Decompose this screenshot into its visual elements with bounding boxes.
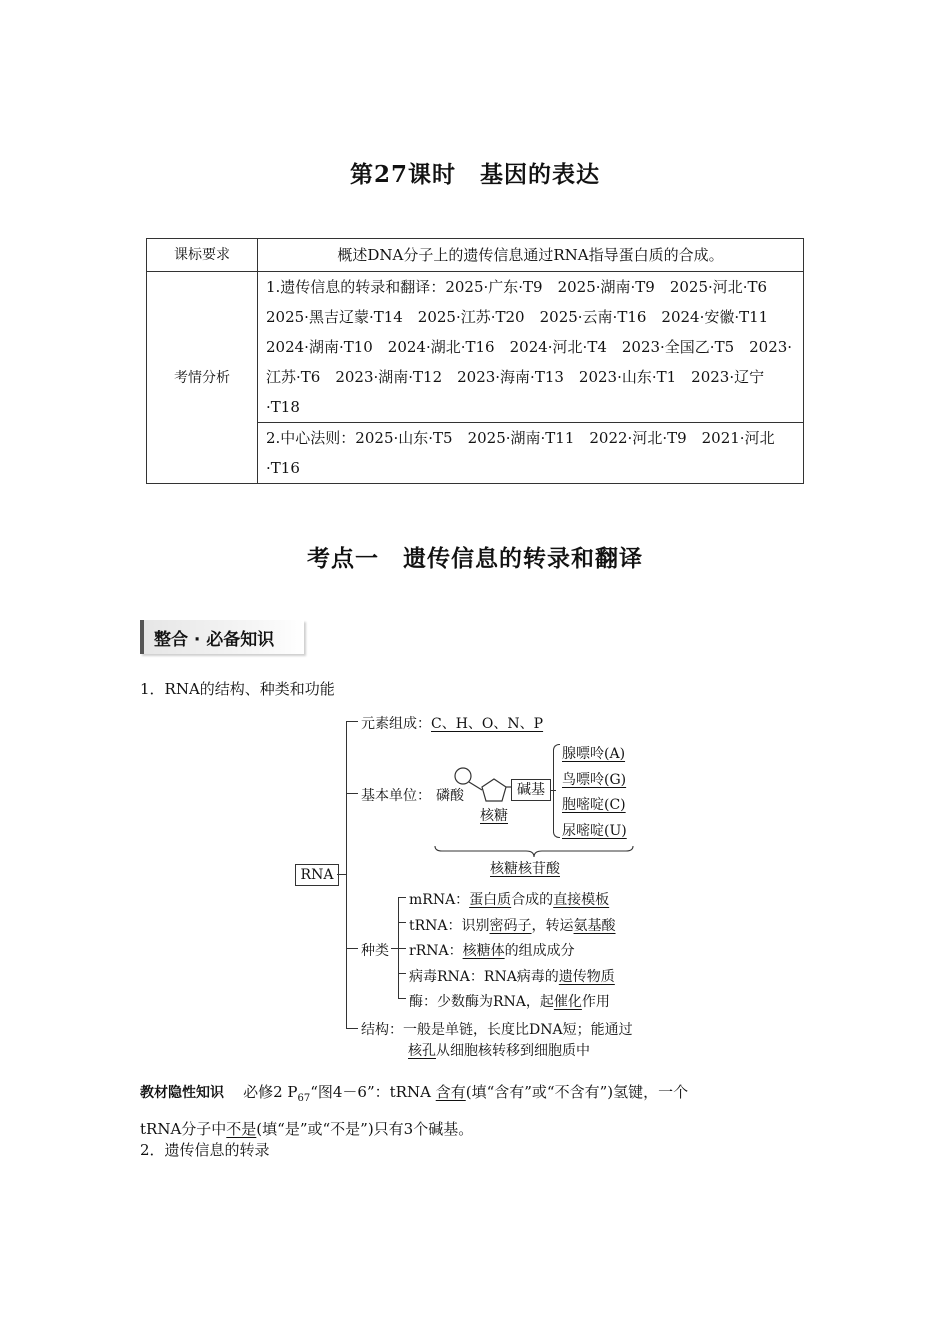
requirements-value: 概述DNA分子上的遗传信息通过RNA指导蛋白质的合成。 [258,239,804,272]
section-title: 考点一 遗传信息的转录和翻译 [307,545,643,572]
answer-blank-1: 含有 [435,1083,466,1101]
connector-line [346,1028,358,1029]
analysis-value-transcription: 1.遗传信息的转录和翻译：2025·广东·T9 2025·湖南·T9 2025·河北·T6 2025·黑吉辽蒙·T14 2025·江苏·T20 2025·云南·T16 2024·安徽·T11 2024·湖南·T10 2024·湖北·T16 2024·河北·T4 2023·全国乙·T5 2023·江苏·T6 2023·湖南·T12 2023·海南·T13 2023·山东·T1 2023·辽宁·T18 [258,272,804,423]
connector-line [346,793,358,794]
types-label: 种类 [361,943,389,959]
connector-line [398,948,406,949]
analysis-value-central-dogma: 2.中心法则：2025·山东·T5 2025·湖南·T11 2022·河北·T9 2021·河北·T16 [258,423,804,484]
base-box: 碱基 [511,779,551,801]
phosphate-circle-icon [455,768,471,784]
type-viral-rna: 病毒RNA：RNA病毒的遗传物质 [409,968,615,985]
main-bracket [346,721,347,1028]
type-trna: tRNA：识别密码子，转运氨基酸 [409,917,616,934]
nucleotide-label: 核糖核苷酸 [490,861,560,877]
element-composition [361,713,543,733]
rna-types-list [409,888,616,1016]
lesson-title: 第27课时 基因的表达 [349,161,600,188]
hidden-knowledge-paragraph: 教材隐性知识 必修2 $P_{67}“$图4－6”：tRNA 含有(填“含有”或“不含有”)氢键，一个 tRNA分子中不是(填“是”或“不是”)只有3个碱基。 [140,1083,689,1138]
connector-line [398,897,406,898]
hidden-knowledge-label: 教材隐性知识 [140,1085,224,1101]
requirements-label: 课标要求 [147,239,258,272]
bases-list [562,742,627,844]
element-value: C、H、O、N、P [431,716,544,732]
knowledge-tag-label: 整合 · 必备知识 [154,630,275,650]
type-mrna: mRNA：蛋白质合成的直接模板 [409,892,610,908]
connector-line [398,973,406,974]
connector-line [398,922,406,923]
type-rrna: rRNA：核糖体的组成成分 [409,943,575,959]
base-adenine: 腺嘌呤(A) [562,746,626,762]
item1-heading: 1．RNA的结构、种类和功能 [140,680,335,698]
connector-line [398,998,406,999]
phosphate-label: 磷酸 [436,788,464,804]
analysis-label: 考情分析 [147,272,258,484]
type-ribozyme: 酶：少数酶为RNA，起催化作用 [409,994,610,1010]
root-rna-box: RNA [295,864,339,886]
connector-line [346,948,358,949]
structure-description: 结构：一般是单链，长度比DNA短；能通过 核孔从细胞核转移到细胞质中 [361,1022,633,1059]
sugar-label: 核糖 [480,808,508,824]
element-label: 元素组成： [361,716,431,732]
base-cytosine: 胞嘧啶(C) [562,797,626,813]
unit-label: 基本单位： [361,788,431,804]
item2-heading: 2．遗传信息的转录 [140,1141,270,1159]
ribose-pentagon-icon [482,779,506,801]
answer-blank-2: 不是 [226,1120,257,1138]
base-guanine: 鸟嘌呤(G) [562,771,627,788]
nucleotide-brace [434,845,634,859]
connector-line [346,721,358,722]
base-uracil: 尿嘧啶(U) [562,822,627,839]
bases-bracket [553,744,560,838]
